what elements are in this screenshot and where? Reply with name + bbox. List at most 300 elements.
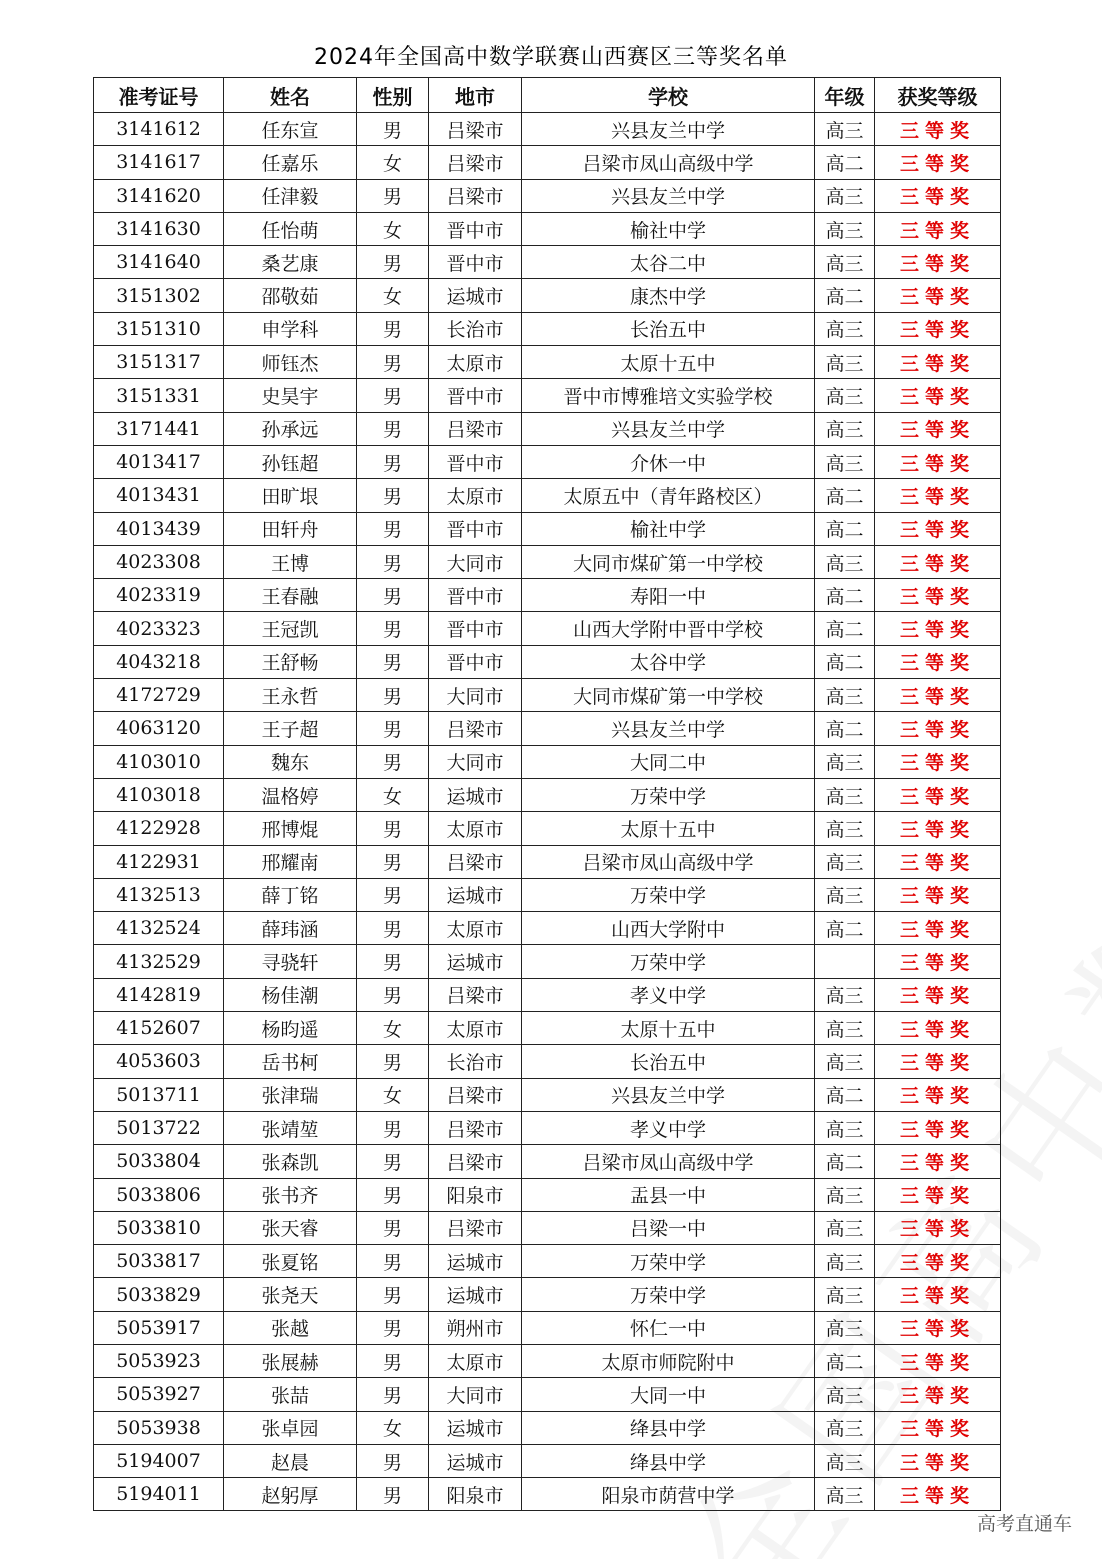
cell-id: 4013417 bbox=[94, 445, 224, 478]
cell-gender: 男 bbox=[357, 1245, 429, 1278]
cell-gender: 男 bbox=[357, 912, 429, 945]
cell-school: 晋中市博雅培文实验学校 bbox=[522, 379, 815, 412]
cell-id: 4013439 bbox=[94, 512, 224, 545]
cell-award: 三等奖 bbox=[875, 1045, 1001, 1078]
cell-id: 5194011 bbox=[94, 1478, 224, 1511]
cell-grade: 高三 bbox=[815, 179, 875, 212]
cell-city: 运城市 bbox=[429, 1245, 522, 1278]
cell-name: 田轩舟 bbox=[224, 512, 357, 545]
cell-id: 4023323 bbox=[94, 612, 224, 645]
cell-city: 朔州市 bbox=[429, 1311, 522, 1344]
cell-award: 三等奖 bbox=[875, 1278, 1001, 1311]
cell-grade: 高三 bbox=[815, 445, 875, 478]
cell-name: 王春融 bbox=[224, 579, 357, 612]
cell-grade: 高三 bbox=[815, 878, 875, 911]
cell-gender: 男 bbox=[357, 1344, 429, 1377]
table-row bbox=[94, 113, 1001, 146]
cell-name: 任东宣 bbox=[224, 113, 357, 146]
cell-name: 张靖堃 bbox=[224, 1111, 357, 1144]
cell-name: 张森凯 bbox=[224, 1145, 357, 1178]
cell-grade: 高三 bbox=[815, 1411, 875, 1444]
cell-grade: 高三 bbox=[815, 545, 875, 578]
cell-city: 运城市 bbox=[429, 778, 522, 811]
table-row bbox=[94, 545, 1001, 578]
cell-name: 张卓园 bbox=[224, 1411, 357, 1444]
cell-award: 三等奖 bbox=[875, 1478, 1001, 1511]
cell-city: 长治市 bbox=[429, 1045, 522, 1078]
cell-gender: 女 bbox=[357, 1012, 429, 1045]
cell-name: 赵晨 bbox=[224, 1444, 357, 1477]
cell-name: 张津瑞 bbox=[224, 1078, 357, 1111]
cell-id: 4023308 bbox=[94, 545, 224, 578]
cell-school: 兴县友兰中学 bbox=[522, 1078, 815, 1111]
cell-gender: 男 bbox=[357, 612, 429, 645]
cell-school: 孝义中学 bbox=[522, 978, 815, 1011]
cell-id: 5033810 bbox=[94, 1211, 224, 1244]
cell-name: 杨佳潮 bbox=[224, 978, 357, 1011]
table-row bbox=[94, 212, 1001, 245]
cell-school: 榆社中学 bbox=[522, 512, 815, 545]
cell-school: 介休一中 bbox=[522, 445, 815, 478]
cell-award: 三等奖 bbox=[875, 1311, 1001, 1344]
cell-school: 绛县中学 bbox=[522, 1444, 815, 1477]
header-award: 获奖等级 bbox=[875, 78, 1001, 113]
cell-name: 王冠凯 bbox=[224, 612, 357, 645]
cell-school: 绛县中学 bbox=[522, 1411, 815, 1444]
cell-award: 三等奖 bbox=[875, 146, 1001, 179]
header-gender: 性别 bbox=[357, 78, 429, 113]
cell-school: 太原十五中 bbox=[522, 1012, 815, 1045]
cell-id: 3141612 bbox=[94, 113, 224, 146]
cell-grade: 高三 bbox=[815, 1178, 875, 1211]
cell-id: 3141617 bbox=[94, 146, 224, 179]
cell-name: 王子超 bbox=[224, 712, 357, 745]
table-row bbox=[94, 878, 1001, 911]
cell-gender: 男 bbox=[357, 1378, 429, 1411]
cell-award: 三等奖 bbox=[875, 1178, 1001, 1211]
table-row bbox=[94, 1045, 1001, 1078]
cell-gender: 女 bbox=[357, 778, 429, 811]
table-row bbox=[94, 579, 1001, 612]
cell-id: 4132529 bbox=[94, 945, 224, 978]
cell-award: 三等奖 bbox=[875, 912, 1001, 945]
table-row bbox=[94, 1111, 1001, 1144]
cell-city: 太原市 bbox=[429, 1012, 522, 1045]
cell-gender: 男 bbox=[357, 679, 429, 712]
cell-gender: 女 bbox=[357, 279, 429, 312]
cell-award: 三等奖 bbox=[875, 246, 1001, 279]
cell-city: 太原市 bbox=[429, 812, 522, 845]
cell-id: 4172729 bbox=[94, 679, 224, 712]
cell-city: 运城市 bbox=[429, 1444, 522, 1477]
cell-id: 3151331 bbox=[94, 379, 224, 412]
source-label: 高考直通车 bbox=[976, 1513, 1072, 1535]
cell-school: 兴县友兰中学 bbox=[522, 712, 815, 745]
cell-id: 5013711 bbox=[94, 1078, 224, 1111]
cell-name: 张尧天 bbox=[224, 1278, 357, 1311]
cell-name: 赵躬厚 bbox=[224, 1478, 357, 1511]
cell-city: 大同市 bbox=[429, 679, 522, 712]
table-row bbox=[94, 1012, 1001, 1045]
cell-gender: 男 bbox=[357, 346, 429, 379]
cell-gender: 男 bbox=[357, 246, 429, 279]
cell-school: 太原五中（青年路校区） bbox=[522, 479, 815, 512]
cell-gender: 女 bbox=[357, 1411, 429, 1444]
cell-city: 运城市 bbox=[429, 1411, 522, 1444]
cell-grade: 高三 bbox=[815, 1111, 875, 1144]
header-city: 地市 bbox=[429, 78, 522, 113]
cell-name: 岳书柯 bbox=[224, 1045, 357, 1078]
cell-grade: 高三 bbox=[815, 812, 875, 845]
cell-gender: 男 bbox=[357, 1311, 429, 1344]
header-name: 姓名 bbox=[224, 78, 357, 113]
cell-school: 大同一中 bbox=[522, 1378, 815, 1411]
table-row bbox=[94, 445, 1001, 478]
cell-grade: 高三 bbox=[815, 1444, 875, 1477]
cell-name: 邢耀南 bbox=[224, 845, 357, 878]
cell-award: 三等奖 bbox=[875, 878, 1001, 911]
cell-school: 兴县友兰中学 bbox=[522, 412, 815, 445]
table-row bbox=[94, 1311, 1001, 1344]
cell-award: 三等奖 bbox=[875, 1344, 1001, 1377]
cell-id: 4063120 bbox=[94, 712, 224, 745]
cell-id: 5033804 bbox=[94, 1145, 224, 1178]
cell-city: 吕梁市 bbox=[429, 412, 522, 445]
cell-name: 薛丁铭 bbox=[224, 878, 357, 911]
watermark-text-3 bbox=[1070, 0, 1102, 1559]
cell-award: 三等奖 bbox=[875, 645, 1001, 678]
cell-gender: 男 bbox=[357, 878, 429, 911]
table-row bbox=[94, 945, 1001, 978]
table-body bbox=[94, 113, 1001, 1511]
cell-award: 三等奖 bbox=[875, 812, 1001, 845]
cell-name: 桑艺康 bbox=[224, 246, 357, 279]
cell-grade: 高三 bbox=[815, 412, 875, 445]
cell-city: 晋中市 bbox=[429, 445, 522, 478]
cell-id: 5013722 bbox=[94, 1111, 224, 1144]
cell-school: 吕梁市凤山高级中学 bbox=[522, 146, 815, 179]
cell-school: 太原市师院附中 bbox=[522, 1344, 815, 1377]
cell-school: 太谷二中 bbox=[522, 246, 815, 279]
cell-id: 5033829 bbox=[94, 1278, 224, 1311]
cell-city: 运城市 bbox=[429, 878, 522, 911]
cell-gender: 男 bbox=[357, 845, 429, 878]
cell-school: 山西大学附中 bbox=[522, 912, 815, 945]
cell-id: 3141630 bbox=[94, 212, 224, 245]
cell-gender: 男 bbox=[357, 412, 429, 445]
cell-gender: 男 bbox=[357, 1111, 429, 1144]
cell-award: 三等奖 bbox=[875, 1245, 1001, 1278]
cell-grade: 高三 bbox=[815, 312, 875, 345]
cell-award: 三等奖 bbox=[875, 778, 1001, 811]
cell-school: 榆社中学 bbox=[522, 212, 815, 245]
cell-city: 大同市 bbox=[429, 1378, 522, 1411]
cell-award: 三等奖 bbox=[875, 579, 1001, 612]
cell-name: 王博 bbox=[224, 545, 357, 578]
table-row bbox=[94, 845, 1001, 878]
cell-grade: 高二 bbox=[815, 579, 875, 612]
cell-name: 师钰杰 bbox=[224, 346, 357, 379]
cell-school: 兴县友兰中学 bbox=[522, 113, 815, 146]
table-row bbox=[94, 1245, 1001, 1278]
cell-city: 晋中市 bbox=[429, 645, 522, 678]
cell-city: 太原市 bbox=[429, 1344, 522, 1377]
table-row bbox=[94, 312, 1001, 345]
cell-gender: 男 bbox=[357, 479, 429, 512]
cell-award: 三等奖 bbox=[875, 1411, 1001, 1444]
cell-grade: 高二 bbox=[815, 1145, 875, 1178]
cell-gender: 男 bbox=[357, 945, 429, 978]
cell-city: 吕梁市 bbox=[429, 845, 522, 878]
cell-id: 4013431 bbox=[94, 479, 224, 512]
header-id: 准考证号 bbox=[94, 78, 224, 113]
cell-name: 孙钰超 bbox=[224, 445, 357, 478]
cell-award: 三等奖 bbox=[875, 179, 1001, 212]
header-school: 学校 bbox=[522, 78, 815, 113]
cell-grade: 高三 bbox=[815, 745, 875, 778]
cell-name: 邵敬茹 bbox=[224, 279, 357, 312]
cell-gender: 男 bbox=[357, 1178, 429, 1211]
cell-city: 晋中市 bbox=[429, 579, 522, 612]
cell-name: 王舒畅 bbox=[224, 645, 357, 678]
cell-gender: 女 bbox=[357, 146, 429, 179]
cell-city: 晋中市 bbox=[429, 512, 522, 545]
cell-award: 三等奖 bbox=[875, 1145, 1001, 1178]
cell-city: 吕梁市 bbox=[429, 1145, 522, 1178]
cell-gender: 男 bbox=[357, 579, 429, 612]
cell-name: 田旷垠 bbox=[224, 479, 357, 512]
table-row bbox=[94, 1378, 1001, 1411]
cell-id: 4122931 bbox=[94, 845, 224, 878]
cell-school: 万荣中学 bbox=[522, 878, 815, 911]
cell-name: 申学科 bbox=[224, 312, 357, 345]
cell-name: 任嘉乐 bbox=[224, 146, 357, 179]
cell-id: 4152607 bbox=[94, 1012, 224, 1045]
table-row bbox=[94, 612, 1001, 645]
cell-grade: 高二 bbox=[815, 512, 875, 545]
cell-name: 王永哲 bbox=[224, 679, 357, 712]
cell-school: 长治五中 bbox=[522, 312, 815, 345]
cell-id: 5053917 bbox=[94, 1311, 224, 1344]
cell-school: 万荣中学 bbox=[522, 945, 815, 978]
cell-name: 杨昀遥 bbox=[224, 1012, 357, 1045]
cell-award: 三等奖 bbox=[875, 1012, 1001, 1045]
cell-school: 吕梁一中 bbox=[522, 1211, 815, 1244]
cell-name: 孙承远 bbox=[224, 412, 357, 445]
cell-gender: 男 bbox=[357, 1278, 429, 1311]
table-row bbox=[94, 512, 1001, 545]
cell-grade: 高三 bbox=[815, 346, 875, 379]
cell-award: 三等奖 bbox=[875, 1111, 1001, 1144]
cell-name: 任怡萌 bbox=[224, 212, 357, 245]
cell-award: 三等奖 bbox=[875, 445, 1001, 478]
cell-id: 5053927 bbox=[94, 1378, 224, 1411]
cell-gender: 女 bbox=[357, 1078, 429, 1111]
cell-id: 4043218 bbox=[94, 645, 224, 678]
cell-school: 兴县友兰中学 bbox=[522, 179, 815, 212]
cell-city: 吕梁市 bbox=[429, 179, 522, 212]
cell-grade: 高二 bbox=[815, 712, 875, 745]
cell-name: 史昊宇 bbox=[224, 379, 357, 412]
table-row bbox=[94, 1178, 1001, 1211]
table-row bbox=[94, 1411, 1001, 1444]
cell-name: 邢博焜 bbox=[224, 812, 357, 845]
cell-grade: 高三 bbox=[815, 113, 875, 146]
table-row bbox=[94, 712, 1001, 745]
cell-grade: 高二 bbox=[815, 146, 875, 179]
cell-award: 三等奖 bbox=[875, 512, 1001, 545]
cell-award: 三等奖 bbox=[875, 1378, 1001, 1411]
cell-name: 张书齐 bbox=[224, 1178, 357, 1211]
cell-city: 吕梁市 bbox=[429, 113, 522, 146]
cell-id: 5033817 bbox=[94, 1245, 224, 1278]
cell-city: 晋中市 bbox=[429, 379, 522, 412]
cell-school: 阳泉市荫营中学 bbox=[522, 1478, 815, 1511]
cell-city: 太原市 bbox=[429, 479, 522, 512]
table-row bbox=[94, 912, 1001, 945]
cell-award: 三等奖 bbox=[875, 113, 1001, 146]
cell-school: 山西大学附中晋中学校 bbox=[522, 612, 815, 645]
cell-award: 三等奖 bbox=[875, 479, 1001, 512]
cell-award: 三等奖 bbox=[875, 945, 1001, 978]
cell-award: 三等奖 bbox=[875, 712, 1001, 745]
cell-gender: 男 bbox=[357, 1478, 429, 1511]
cell-city: 晋中市 bbox=[429, 212, 522, 245]
cell-award: 三等奖 bbox=[875, 612, 1001, 645]
cell-id: 4142819 bbox=[94, 978, 224, 1011]
cell-name: 张展赫 bbox=[224, 1344, 357, 1377]
cell-gender: 男 bbox=[357, 545, 429, 578]
cell-id: 3151317 bbox=[94, 346, 224, 379]
cell-city: 吕梁市 bbox=[429, 1111, 522, 1144]
cell-city: 运城市 bbox=[429, 945, 522, 978]
cell-school: 万荣中学 bbox=[522, 1245, 815, 1278]
table-row bbox=[94, 279, 1001, 312]
cell-city: 吕梁市 bbox=[429, 712, 522, 745]
cell-gender: 男 bbox=[357, 113, 429, 146]
cell-id: 4122928 bbox=[94, 812, 224, 845]
cell-gender: 男 bbox=[357, 445, 429, 478]
cell-name: 寻骁轩 bbox=[224, 945, 357, 978]
header-row bbox=[94, 78, 1001, 113]
cell-grade: 高三 bbox=[815, 1278, 875, 1311]
cell-grade: 高三 bbox=[815, 845, 875, 878]
table-row bbox=[94, 812, 1001, 845]
table-row bbox=[94, 346, 1001, 379]
cell-grade: 高三 bbox=[815, 1478, 875, 1511]
cell-school: 大同二中 bbox=[522, 745, 815, 778]
cell-id: 5194007 bbox=[94, 1444, 224, 1477]
cell-grade: 高三 bbox=[815, 978, 875, 1011]
cell-id: 3151302 bbox=[94, 279, 224, 312]
cell-name: 薛玮涵 bbox=[224, 912, 357, 945]
table-row bbox=[94, 379, 1001, 412]
cell-school: 太原十五中 bbox=[522, 346, 815, 379]
cell-gender: 男 bbox=[357, 512, 429, 545]
cell-award: 三等奖 bbox=[875, 346, 1001, 379]
cell-id: 4103010 bbox=[94, 745, 224, 778]
cell-grade bbox=[815, 945, 875, 978]
results-table bbox=[93, 77, 1001, 1511]
cell-award: 三等奖 bbox=[875, 1211, 1001, 1244]
cell-school: 万荣中学 bbox=[522, 1278, 815, 1311]
cell-grade: 高二 bbox=[815, 279, 875, 312]
cell-grade: 高二 bbox=[815, 612, 875, 645]
cell-city: 运城市 bbox=[429, 1278, 522, 1311]
cell-gender: 男 bbox=[357, 379, 429, 412]
cell-school: 吕梁市凤山高级中学 bbox=[522, 845, 815, 878]
cell-grade: 高三 bbox=[815, 246, 875, 279]
cell-grade: 高二 bbox=[815, 1344, 875, 1377]
cell-gender: 男 bbox=[357, 645, 429, 678]
cell-gender: 男 bbox=[357, 1045, 429, 1078]
cell-id: 4053603 bbox=[94, 1045, 224, 1078]
cell-gender: 男 bbox=[357, 978, 429, 1011]
table-row bbox=[94, 745, 1001, 778]
cell-name: 温格婷 bbox=[224, 778, 357, 811]
cell-id: 4132513 bbox=[94, 878, 224, 911]
cell-city: 大同市 bbox=[429, 745, 522, 778]
cell-gender: 男 bbox=[357, 179, 429, 212]
cell-school: 寿阳一中 bbox=[522, 579, 815, 612]
cell-award: 三等奖 bbox=[875, 279, 1001, 312]
cell-gender: 男 bbox=[357, 312, 429, 345]
cell-award: 三等奖 bbox=[875, 1444, 1001, 1477]
table-row bbox=[94, 1478, 1001, 1511]
table-row bbox=[94, 645, 1001, 678]
cell-award: 三等奖 bbox=[875, 1078, 1001, 1111]
table-row bbox=[94, 146, 1001, 179]
cell-award: 三等奖 bbox=[875, 679, 1001, 712]
table-row bbox=[94, 679, 1001, 712]
cell-name: 张越 bbox=[224, 1311, 357, 1344]
cell-award: 三等奖 bbox=[875, 545, 1001, 578]
cell-grade: 高三 bbox=[815, 212, 875, 245]
cell-school: 太谷中学 bbox=[522, 645, 815, 678]
cell-grade: 高三 bbox=[815, 1245, 875, 1278]
cell-school: 万荣中学 bbox=[522, 778, 815, 811]
cell-id: 3151310 bbox=[94, 312, 224, 345]
cell-grade: 高三 bbox=[815, 1311, 875, 1344]
header-grade: 年级 bbox=[815, 78, 875, 113]
cell-grade: 高二 bbox=[815, 912, 875, 945]
cell-city: 长治市 bbox=[429, 312, 522, 345]
cell-gender: 男 bbox=[357, 812, 429, 845]
cell-city: 吕梁市 bbox=[429, 1078, 522, 1111]
cell-school: 怀仁一中 bbox=[522, 1311, 815, 1344]
cell-grade: 高三 bbox=[815, 1211, 875, 1244]
cell-school: 大同市煤矿第一中学校 bbox=[522, 679, 815, 712]
cell-grade: 高三 bbox=[815, 679, 875, 712]
table-row bbox=[94, 479, 1001, 512]
cell-school: 吕梁市凤山高级中学 bbox=[522, 1145, 815, 1178]
page-title: 2024年全国高中数学联赛山西赛区三等奖名单 bbox=[314, 45, 788, 70]
cell-id: 4132524 bbox=[94, 912, 224, 945]
cell-award: 三等奖 bbox=[875, 312, 1001, 345]
table-row bbox=[94, 412, 1001, 445]
cell-city: 太原市 bbox=[429, 912, 522, 945]
cell-school: 盂县一中 bbox=[522, 1178, 815, 1211]
table-row bbox=[94, 1145, 1001, 1178]
cell-id: 3141620 bbox=[94, 179, 224, 212]
cell-award: 三等奖 bbox=[875, 212, 1001, 245]
cell-name: 任津毅 bbox=[224, 179, 357, 212]
cell-city: 吕梁市 bbox=[429, 146, 522, 179]
cell-grade: 高三 bbox=[815, 778, 875, 811]
cell-school: 孝义中学 bbox=[522, 1111, 815, 1144]
cell-grade: 高二 bbox=[815, 645, 875, 678]
cell-city: 晋中市 bbox=[429, 612, 522, 645]
